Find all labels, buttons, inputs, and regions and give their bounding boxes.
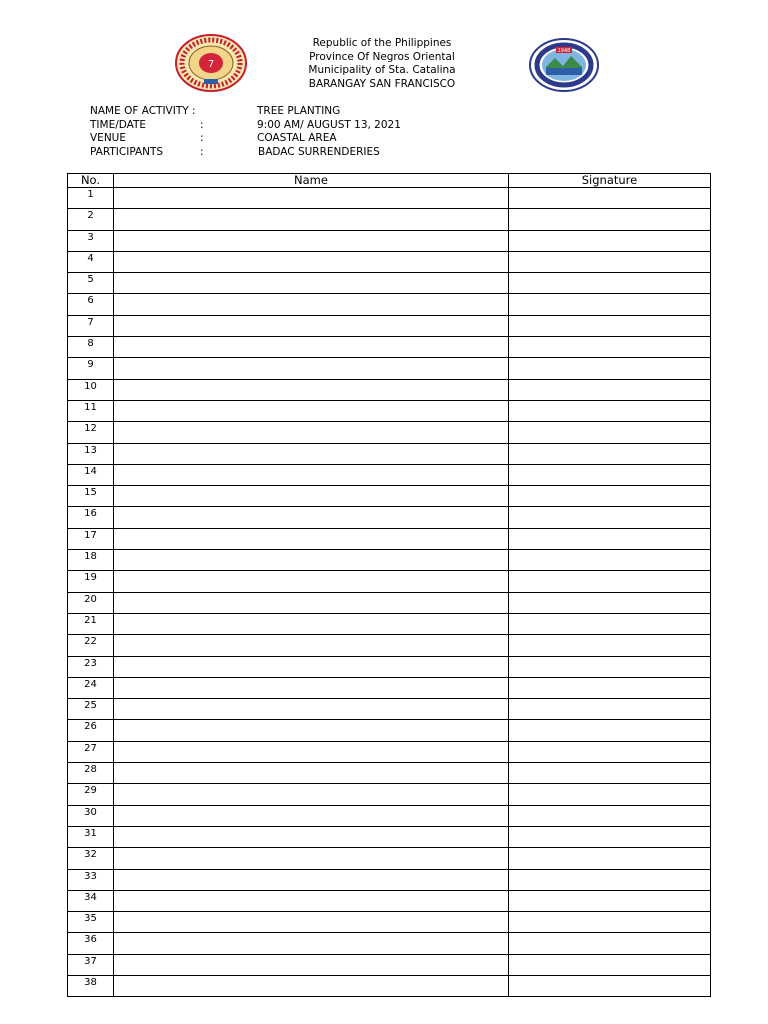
table-row xyxy=(68,848,711,869)
table-row xyxy=(68,677,711,698)
signature-cell[interactable] xyxy=(509,784,711,805)
column-header-name: Name xyxy=(114,174,509,188)
signature-cell[interactable] xyxy=(509,315,711,336)
table-row xyxy=(68,209,711,230)
name-cell[interactable] xyxy=(114,209,509,230)
row-number: 15 xyxy=(68,486,114,507)
table-header-row xyxy=(68,174,711,188)
name-cell[interactable] xyxy=(114,358,509,379)
signature-cell[interactable] xyxy=(509,188,711,209)
name-cell[interactable] xyxy=(114,848,509,869)
signature-cell[interactable] xyxy=(509,741,711,762)
name-cell[interactable] xyxy=(114,677,509,698)
signature-cell[interactable] xyxy=(509,975,711,996)
row-number: 33 xyxy=(68,869,114,890)
table-row xyxy=(68,550,711,571)
name-cell[interactable] xyxy=(114,294,509,315)
row-number: 4 xyxy=(68,251,114,272)
name-cell[interactable] xyxy=(114,890,509,911)
row-number: 7 xyxy=(68,315,114,336)
name-cell[interactable] xyxy=(114,251,509,272)
table-row xyxy=(68,613,711,634)
info-value: TREE PLANTING xyxy=(257,105,341,117)
row-number: 1 xyxy=(68,188,114,209)
name-cell[interactable] xyxy=(114,337,509,358)
dilg-seal-icon xyxy=(175,34,247,92)
name-cell[interactable] xyxy=(114,400,509,421)
table-row xyxy=(68,507,711,528)
row-number: 30 xyxy=(68,805,114,826)
table-row xyxy=(68,890,711,911)
table-row xyxy=(68,933,711,954)
table-row xyxy=(68,975,711,996)
table-row xyxy=(68,784,711,805)
table-row xyxy=(68,315,711,336)
row-number: 34 xyxy=(68,890,114,911)
signature-cell[interactable] xyxy=(509,954,711,975)
row-number: 25 xyxy=(68,699,114,720)
signature-cell[interactable] xyxy=(509,486,711,507)
signature-cell[interactable] xyxy=(509,763,711,784)
signature-cell[interactable] xyxy=(509,848,711,869)
table-row xyxy=(68,188,711,209)
table-row xyxy=(68,826,711,847)
name-cell[interactable] xyxy=(114,315,509,336)
attendance-table xyxy=(67,173,711,997)
name-cell[interactable] xyxy=(114,422,509,443)
name-cell[interactable] xyxy=(114,571,509,592)
info-colon: : xyxy=(200,119,204,131)
info-colon: : xyxy=(200,132,204,144)
sta-catalina-seal-icon xyxy=(529,38,599,92)
signature-cell[interactable] xyxy=(509,720,711,741)
svg-text:1948: 1948 xyxy=(557,48,571,54)
name-cell[interactable] xyxy=(114,933,509,954)
table-row xyxy=(68,699,711,720)
name-cell[interactable] xyxy=(114,784,509,805)
svg-text:7: 7 xyxy=(207,59,215,70)
table-row xyxy=(68,592,711,613)
name-cell[interactable] xyxy=(114,528,509,549)
table-row xyxy=(68,422,711,443)
signature-cell[interactable] xyxy=(509,912,711,933)
info-label: TIME/DATE xyxy=(90,119,147,131)
row-number: 14 xyxy=(68,464,114,485)
table-row xyxy=(68,912,711,933)
row-number: 26 xyxy=(68,720,114,741)
row-number: 3 xyxy=(68,230,114,251)
table-row xyxy=(68,571,711,592)
signature-cell[interactable] xyxy=(509,209,711,230)
signature-cell[interactable] xyxy=(509,443,711,464)
signature-cell[interactable] xyxy=(509,294,711,315)
row-number: 23 xyxy=(68,656,114,677)
name-cell[interactable] xyxy=(114,592,509,613)
signature-cell[interactable] xyxy=(509,230,711,251)
signature-cell[interactable] xyxy=(509,379,711,400)
table-row xyxy=(68,656,711,677)
row-number: 12 xyxy=(68,422,114,443)
table-row xyxy=(68,443,711,464)
row-number: 8 xyxy=(68,337,114,358)
table-row xyxy=(68,486,711,507)
signature-cell[interactable] xyxy=(509,422,711,443)
row-number: 5 xyxy=(68,273,114,294)
name-cell[interactable] xyxy=(114,273,509,294)
name-cell[interactable] xyxy=(114,379,509,400)
signature-cell[interactable] xyxy=(509,528,711,549)
info-label: NAME OF ACTIVITY : xyxy=(90,105,196,117)
signature-cell[interactable] xyxy=(509,251,711,272)
row-number: 21 xyxy=(68,613,114,634)
row-number: 27 xyxy=(68,741,114,762)
name-cell[interactable] xyxy=(114,613,509,634)
row-number: 2 xyxy=(68,209,114,230)
table-row xyxy=(68,869,711,890)
info-label: PARTICIPANTS xyxy=(90,146,164,158)
table-row xyxy=(68,358,711,379)
table-row xyxy=(68,379,711,400)
row-number: 22 xyxy=(68,635,114,656)
table-row xyxy=(68,954,711,975)
table-row xyxy=(68,635,711,656)
name-cell[interactable] xyxy=(114,826,509,847)
row-number: 10 xyxy=(68,379,114,400)
name-cell[interactable] xyxy=(114,486,509,507)
row-number: 36 xyxy=(68,933,114,954)
row-number: 11 xyxy=(68,400,114,421)
signature-cell[interactable] xyxy=(509,507,711,528)
table-row xyxy=(68,273,711,294)
row-number: 20 xyxy=(68,592,114,613)
document-header xyxy=(262,37,502,91)
table-body xyxy=(68,188,711,997)
info-value: COASTAL AREA xyxy=(257,132,337,144)
table-row xyxy=(68,251,711,272)
table-row xyxy=(68,741,711,762)
row-number: 29 xyxy=(68,784,114,805)
name-cell[interactable] xyxy=(114,230,509,251)
name-cell[interactable] xyxy=(114,443,509,464)
row-number: 9 xyxy=(68,358,114,379)
name-cell[interactable] xyxy=(114,954,509,975)
name-cell[interactable] xyxy=(114,805,509,826)
signature-cell[interactable] xyxy=(509,550,711,571)
table-row xyxy=(68,805,711,826)
name-cell[interactable] xyxy=(114,550,509,571)
row-number: 13 xyxy=(68,443,114,464)
row-number: 31 xyxy=(68,826,114,847)
table-row xyxy=(68,337,711,358)
table-row xyxy=(68,528,711,549)
name-cell[interactable] xyxy=(114,912,509,933)
name-cell[interactable] xyxy=(114,741,509,762)
signature-cell[interactable] xyxy=(509,656,711,677)
signature-cell[interactable] xyxy=(509,337,711,358)
table-row xyxy=(68,294,711,315)
name-cell[interactable] xyxy=(114,656,509,677)
signature-cell[interactable] xyxy=(509,464,711,485)
name-cell[interactable] xyxy=(114,188,509,209)
signature-cell[interactable] xyxy=(509,869,711,890)
header-line-municipality: Municipality of Sta. Catalina xyxy=(308,64,456,76)
header-line-republic: Republic of the Philippines xyxy=(312,37,452,49)
table-row xyxy=(68,230,711,251)
signature-cell[interactable] xyxy=(509,699,711,720)
info-value: 9:00 AM/ AUGUST 13, 2021 xyxy=(257,119,401,131)
column-header-no: No. xyxy=(68,174,114,188)
header-line-province: Province Of Negros Oriental xyxy=(309,50,455,63)
signature-cell[interactable] xyxy=(509,592,711,613)
signature-cell[interactable] xyxy=(509,677,711,698)
signature-cell[interactable] xyxy=(509,613,711,634)
info-label: VENUE xyxy=(90,132,126,144)
table-row xyxy=(68,763,711,784)
name-cell[interactable] xyxy=(114,635,509,656)
row-number: 28 xyxy=(68,763,114,784)
signature-cell[interactable] xyxy=(509,400,711,421)
table-row xyxy=(68,720,711,741)
signature-cell[interactable] xyxy=(509,890,711,911)
name-cell[interactable] xyxy=(114,720,509,741)
name-cell[interactable] xyxy=(114,464,509,485)
signature-cell[interactable] xyxy=(509,635,711,656)
info-value: BADAC SURRENDERIES xyxy=(258,146,380,158)
header-line-barangay: BARANGAY SAN FRANCISCO xyxy=(308,77,456,90)
name-cell[interactable] xyxy=(114,699,509,720)
name-cell[interactable] xyxy=(114,869,509,890)
row-number: 16 xyxy=(68,507,114,528)
row-number: 17 xyxy=(68,528,114,549)
row-number: 35 xyxy=(68,912,114,933)
row-number: 38 xyxy=(68,975,114,996)
row-number: 32 xyxy=(68,848,114,869)
table-row xyxy=(68,400,711,421)
table-row xyxy=(68,464,711,485)
row-number: 24 xyxy=(68,677,114,698)
signature-cell[interactable] xyxy=(509,571,711,592)
signature-cell[interactable] xyxy=(509,826,711,847)
name-cell[interactable] xyxy=(114,763,509,784)
row-number: 19 xyxy=(68,571,114,592)
row-number: 37 xyxy=(68,954,114,975)
name-cell[interactable] xyxy=(114,975,509,996)
name-cell[interactable] xyxy=(114,507,509,528)
signature-cell[interactable] xyxy=(509,805,711,826)
column-header-signature: Signature xyxy=(509,174,711,188)
row-number: 6 xyxy=(68,294,114,315)
signature-cell[interactable] xyxy=(509,273,711,294)
signature-cell[interactable] xyxy=(509,933,711,954)
row-number: 18 xyxy=(68,550,114,571)
info-colon: : xyxy=(200,146,204,158)
signature-cell[interactable] xyxy=(509,358,711,379)
